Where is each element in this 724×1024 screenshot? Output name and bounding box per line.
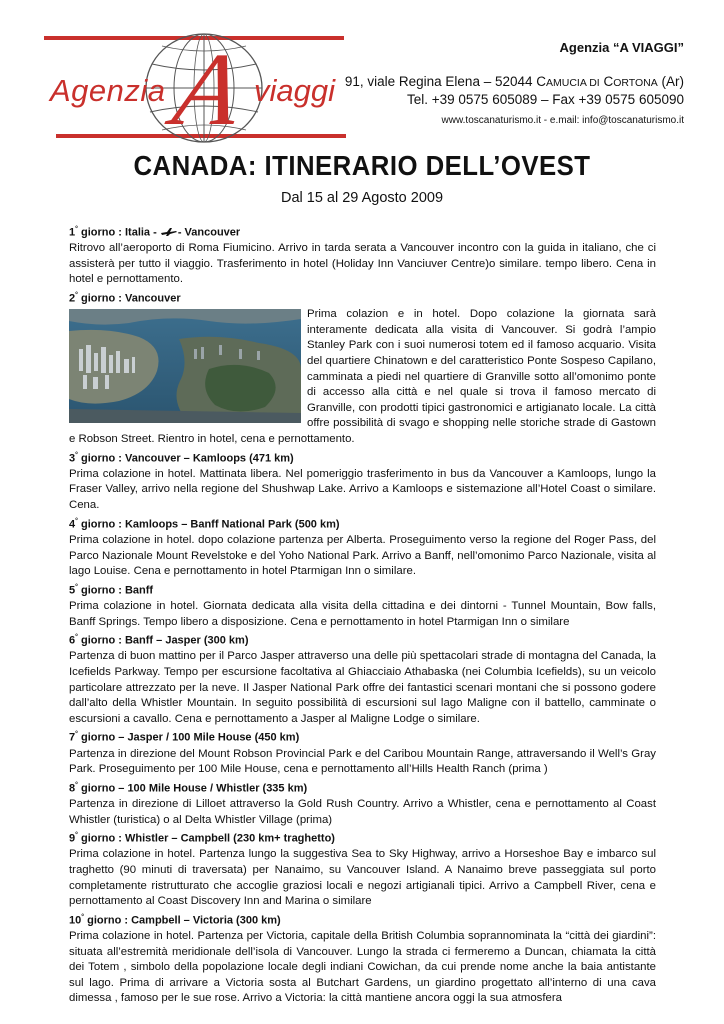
day-heading: 8° giorno – 100 Mile House / Whistler (335 km)	[69, 781, 308, 795]
day-heading: 6° giorno : Banff – Jasper (300 km)	[69, 634, 249, 647]
day-description: Partenza di buon mattino per il Parco Jasper attraverso una delle più spettacolari strade di montagna del Canada, la Icefields Parkway. Tempo per escursione facoltativa al Ghiacciaio Athabaska (nei Columbia Icefields), su un veicolo particolare attrezzato per la neve. Il Jasper National Park offre dei fantastici scenari montani che si possono godere dall’alto della Whistler Mountain. In seguito possibilità di escursioni sul lago Maligne con il battello, camminate o escursioni a cavallo. Cena e pernottamento a Jasper al Maligne Lodge o similare.	[69, 650, 656, 725]
day-description: Prima colazione in hotel. dopo colazione partenza per Alberta. Proseguimento verso la regione del Roger Pass, del Parco Nazionale Mount Revelstoke e del Yoho National Park. Arrivo a Banff, nell’omonimo Parco Nazionale, visita al lago Louise. Cena e pernottamento in hotel Ptarmigan Inn o similare.	[69, 533, 656, 578]
logo-letter-a: A	[165, 32, 250, 147]
day-heading: 1° giorno : Italia - - Vancouver	[69, 226, 241, 239]
document-dates: Dal 15 al 29 Agosto 2009	[280, 190, 444, 206]
logo-word-agenzia: Agenzia	[50, 73, 166, 108]
day-heading: 2° giorno : Vancouver	[69, 292, 181, 305]
day-heading: 5° giorno : Banff	[69, 583, 154, 597]
airplane-icon	[160, 227, 178, 237]
day-description: Prima colazion e in hotel. Dopo colazione la giornata sarà interamente dedicata alla visita di Vancouver. Si godrà l’ampio Stanley Park con i suoi numerosi totem ed il famoso acquario. Visita del quartiere Chinatown e del caratteristico Ponte Sospeso Capilano, camminata a piedi nel quartiere di Granville sotto all’omonimo ponte di accesso alla città e nel quale si trova il famoso mercato di Granville, con prodotti tipici gastronomici e artigianato locale. La città offre possibilità di svago e shopping nelle storiche strade di Gastown e Robson Street. Rientro in hotel, cena e pernottamento.	[69, 308, 656, 446]
day-description: Prima colazione in hotel. Partenza lungo la suggestiva Sea to Sky Highway, arrivo a Horseshoe Bay e imbarco sul traghetto (90 minuti di traversata) per Nanaimo, su Vancouver Island. A Nanaimo breve passeggiata sul porto completamente ristrutturato che accoglie graziosi locali e negozi artigianali tipici. Arrivo a Campbell River, cena e pernottamento al Coast Discovery Inn and Marina o similare	[69, 848, 656, 908]
agency-phone: Tel. +39 0575 605089 – Fax +39 0575 605090	[407, 92, 684, 107]
day-heading: 4° giorno : Kamloops – Banff National Park (500 km)	[69, 517, 340, 531]
agency-name: Agenzia “A VIAGGI”	[559, 40, 684, 55]
vancouver-aerial-photo	[69, 309, 301, 423]
day-heading: 7° giorno – Jasper / 100 Mile House (450 km)	[69, 731, 300, 744]
day-description: Prima colazione in hotel. Mattinata libera. Nel pomeriggio trasferimento in bus da Vancouver a Kamloops, lungo la Fraser Valley, arrivo nella regione del Shushwap Lake. Arrivo a Kamloops e sistemazione all’Hotel Coast o similare. Cena.	[69, 467, 656, 512]
document-title: CANADA: ITINERARIO DELL’OVEST	[133, 150, 591, 181]
day-description: Prima colazione in hotel. Giornata dedicata alla visita della cittadina e dei dintorni - Tunnel Mountain, Bow falls, Banff Springs. Tempo libero a disposizione. Cena e pernottamento in hotel Ptarmigan Inn o similare	[69, 599, 656, 628]
itinerary-body	[69, 222, 656, 1007]
day-description: Prima colazione in hotel. Partenza per Victoria, capitale della British Columbia soprannominata la “città dei giardini”: situata all’estremità meridionale dell’isola di Vancouver. Lungo la strada ci fermeremo a Duncan, chiamata la città dei Totem , simbolo della popolazione locale degli indiani Cowichan, da cui prende nome anche la baia antistante sul lago. Prima di arrivare a Victoria sosta al Butchart Gardens, un giardino progettato all’interno di una cava dimessa , famoso per le sue rose. Arrivo a Victoria: la città mantiene ancora oggi la sua atmosfera	[69, 930, 656, 1005]
logo-word-viaggi: viaggi	[254, 73, 335, 108]
day-description: Ritrovo all’aeroporto di Roma Fiumicino. Arrivo in tarda serata a Vancouver incontro con la guida in italiano, che ci assisterà per tutto il viaggio. Trasferimento in hotel (Holiday Inn Vanciuver Centre)o similare. tempo libero. Cena in hotel e pernottamento.	[69, 242, 656, 286]
agency-website-email[interactable]: www.toscanaturismo.it - e.mail: info@toscanaturismo.it	[441, 115, 684, 126]
agency-logo	[36, 30, 356, 146]
agency-address: 91, viale Regina Elena – 52044 CAMUCIA DI CORTONA (Ar)	[344, 74, 684, 89]
day-description: Partenza in direzione del Mount Robson Provincial Park e del Caribou Mountain Range, attraversando il Well’s Gray Park. Proseguimento per 100 Mile House, cena e pernottamento all’Hills Health Ranch (prima )	[69, 747, 656, 776]
day-heading: 10° giorno : Campbell – Victoria (300 km)	[69, 913, 281, 927]
day-heading: 3° giorno : Vancouver – Kamloops (471 km)	[69, 451, 294, 465]
day-description: Partenza in direzione di Lilloet attraverso la Gold Rush Country. Arrivo a Whistler, cena e pernottamento al Coast Whistler (turistica) o al Delta Whistler Village (prima)	[69, 798, 656, 826]
day-heading: 9° giorno : Whistler – Campbell (230 km+ traghetto)	[69, 832, 335, 845]
